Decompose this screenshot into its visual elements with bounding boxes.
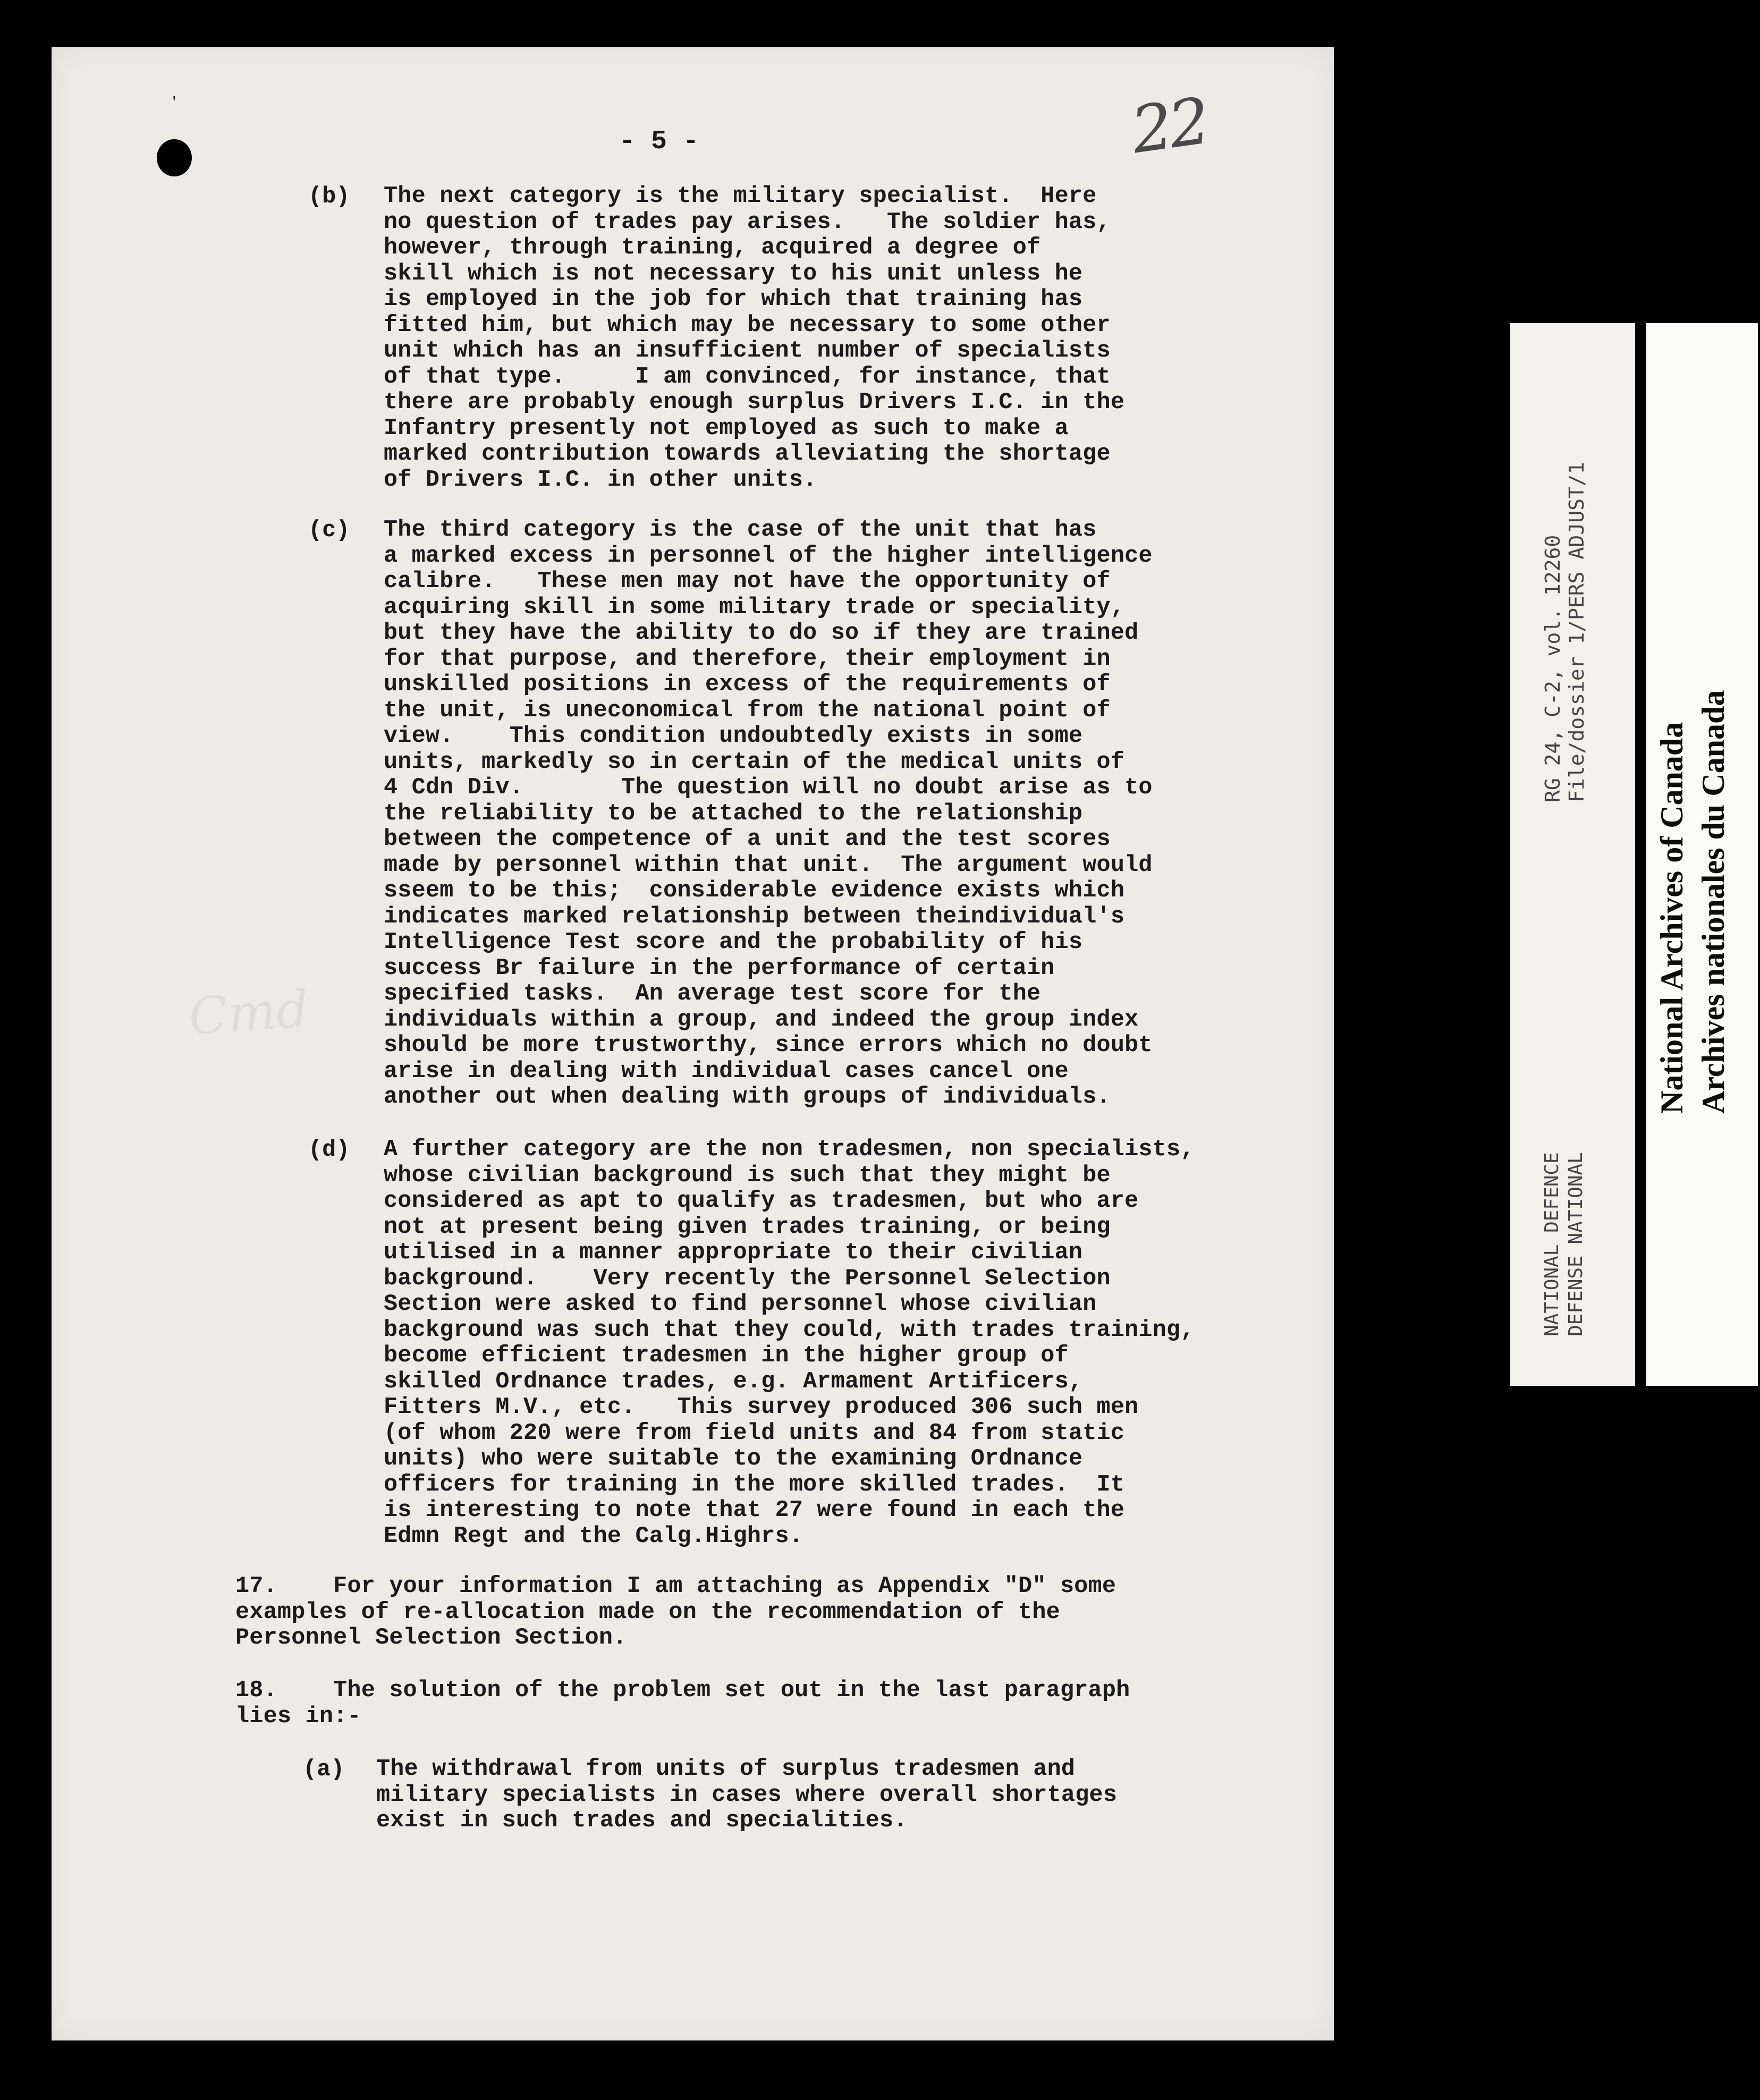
archive-department-fr: DEFENSE NATIONAL xyxy=(1565,1152,1587,1336)
paragraph-18a-text: The withdrawal from units of surplus tradesmen and military specialists in cases where overall shortages exist in such trades and specialities. xyxy=(376,1756,1118,1834)
paragraph-d-text: A further category are the non tradesmen, non specialists, whose civilian background is such that they might be considered as apt to qualify as tradesmen, but who are not at present being given trades training, or being utilised in a manner appropriate to their civilian background. Very recently the Personnel Selection Section were asked to find personnel whose civilian background was such that they could, with trades training, become efficient tradesmen in the higher group of skilled Ordnance trades, e.g. Armament Artificers, Fitters M.V., etc. This survey produced 306 such men (of whom 220 were from field units and 84 from static units) who were suitable to the examining Ordnance officers for training in the more skilled trades. It is interesting to note that 27 were found in each the Edmn Regt and the Calg.Highrs. xyxy=(384,1137,1195,1549)
handwritten-page-number: 22 xyxy=(1127,84,1212,168)
paragraph-18a-label: (a) xyxy=(303,1757,345,1783)
paragraph-c-text: The third category is the case of the unit that has a marked excess in personnel of the higher intelligence calibre. These men may not have the opportunity of acquiring skill in some military trade or speciality, but they have the ability to do so if they are trained for that purpose, and therefore, their employment in unskilled positions in excess of the requirements of the unit, is uneconomical from the national point of view. This condition undoubtedly exists in some units, markedly so in certain of the medical units of 4 Cdn Div. The question will no doubt arise as to the reliability to be attached to the relationship between the competence of a unit and the test scores made by personnel within that unit. The argument would sseem to be this; considerable evidence exists which indicates marked relationship between theindividual's Intelligence Test score and the probability of his success Br failure in the performance of certain specified tasks. An average test score for the individuals within a group, and indeed the group index should be more trustworthy, since errors which no doubt arise in dealing with individual cases cancel one another out when dealing with groups of individuals. xyxy=(384,517,1153,1110)
paragraph-17: 17. For your information I am attaching as Appendix "D" some examples of re-allocation made on the recommendation of the Personnel Selection Section. xyxy=(235,1573,1116,1651)
archive-institution-fr: Archives nationales du Canada xyxy=(1696,690,1731,1114)
paragraph-b-label: (b) xyxy=(308,184,350,210)
paragraph-c-label: (c) xyxy=(308,518,350,544)
stray-mark: ' xyxy=(170,95,179,111)
archive-department-en: NATIONAL DEFENCE xyxy=(1541,1152,1563,1336)
paragraph-18: 18. The solution of the problem set out in the last paragraph lies in:- xyxy=(235,1678,1130,1730)
archive-reference-line-2: File/dossier 1/PERS ADJUST/1 xyxy=(1565,462,1588,802)
archive-reference-line-1: RG 24, C-2, vol. 12260 xyxy=(1541,535,1564,802)
paragraph-d-label: (d) xyxy=(308,1137,350,1163)
paragraph-b-text: The next category is the military specialist. Here no question of trades pay arises. The soldier has, however, through training, acquired a degree of skill which is not necessary to his unit unless he is employed in the job for which that training has fitted him, but which may be necessary to some other unit which has an insufficient number of specialists of that type. I am convinced, for instance, that there are probably enough surplus Drivers I.C. in the Infantry presently not employed as such to make a marked contribution towards alleviating the shortage of Drivers I.C. in other units. xyxy=(384,183,1125,493)
archive-institution-en: National Archives of Canada xyxy=(1654,722,1689,1114)
faded-stamp: Cmd xyxy=(187,979,311,1047)
punch-hole xyxy=(157,139,192,176)
page-number: - 5 - xyxy=(619,126,699,157)
